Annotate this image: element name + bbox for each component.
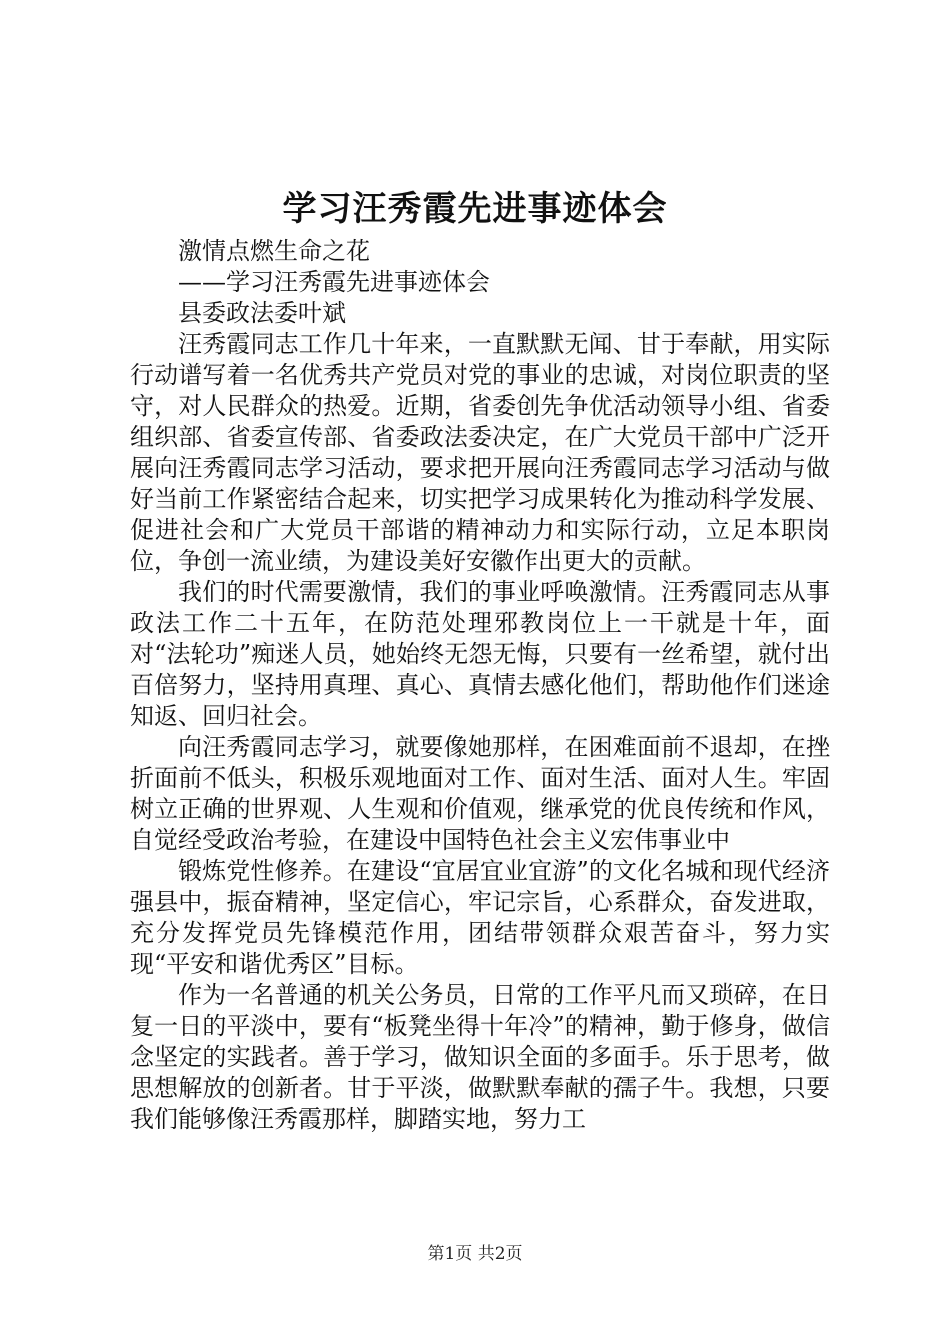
page-number-footer: 第1页 共2页 [427, 1244, 523, 1264]
paragraph-4: 锻炼党性修养。在建设“宜居宜业宜游”的文化名城和现代经济强县中，振奋精神，坚定信心，牢记宗旨，心系群众，奋发进取，充分发挥党员先锋模范作用，团结带领群众艰苦奋斗，努力实现“平安和谐优秀区”目标。 [130, 857, 830, 978]
paragraph-2: 我们的时代需要激情，我们的事业呼唤激情。汪秀霞同志从事政法工作二十五年，在防范处理邪教岗位上一干就是十年，面对“法轮功”痴迷人员，她始终无怨无悔，只要有一丝希望，就付出百倍努力，坚持用真理、真心、真情去感化他们，帮助他作们迷途知返、回归社会。 [130, 578, 830, 730]
document-title: 学习汪秀霞先进事迹体会 [282, 189, 668, 229]
paragraph-1: 汪秀霞同志工作几十年来，一直默默无闻、甘于奉献，用实际行动谱写着一名优秀共产党员对党的事业的忠诚，对岗位职责的坚守，对人民群众的热爱。近期，省委创先争优活动领导小组、省委组织部、省委宣传部、省委政法委决定，在广大党员干部中广泛开展向汪秀霞同志学习活动，要求把开展向汪秀霞同志学习活动与做好当前工作紧密结合起来，切实把学习成果转化为推动科学发展、促进社会和广大党员干部谐的精神动力和实际行动，立足本职岗位，争创一流业绩，为建设美好安徽作出更大的贡献。 [130, 330, 830, 575]
intro-subtitle: 激情点燃生命之花 [178, 237, 370, 265]
intro-author: 县委政法委叶斌 [178, 299, 346, 327]
intro-dash-subtitle: ——学习汪秀霞先进事迹体会 [178, 268, 490, 296]
document-body [130, 236, 830, 1135]
paragraph-5: 作为一名普通的机关公务员，日常的工作平凡而又琐碎，在日复一日的平淡中，要有“板凳坐得十年冷”的精神，勤于修身，做信念坚定的实践者。善于学习，做知识全面的多面手。乐于思考，做思想解放的创新者。甘于平淡，做默默奉献的孺子牛。我想，只要我们能够像汪秀霞那样，脚踏实地，努力工 [130, 981, 830, 1133]
paragraph-3: 向汪秀霞同志学习，就要像她那样，在困难面前不退却，在挫折面前不低头，积极乐观地面对工作、面对生活、面对人生。牢固树立正确的世界观、人生观和价值观，继承党的优良传统和作风，自觉经受政治考验，在建设中国特色社会主义宏伟事业中 [130, 733, 830, 854]
